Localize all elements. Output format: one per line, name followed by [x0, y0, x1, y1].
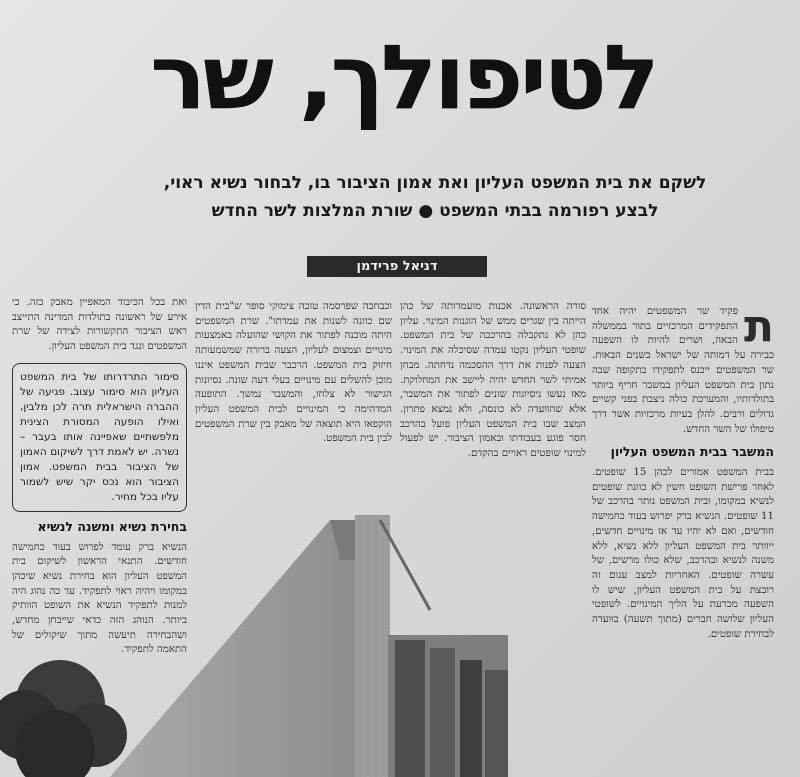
body-paragraph: בבית המשפט אמורים לכהן 15 שופטים. לאחר פרישת השופט חשין לא כוונת שופטים לנשיא במקומו, ובית המשפט נותר בהרכב של 11 שופטים. הנשיא ברק יפרוש בעוד כחמישה חודשים, ואם לא יהיו עד אז מינויים חדשים, ייוותר בית המשפט העליון ללא נשיא, ללא משנה לנשיא ובהרכב, שלא כולו מרשים, של עשרה שופטים. האחריות למצב עגום זה רובצת על בית המשפט העליון, שיש לו השפעה מכרעת על הליך המינויים. לשופטי העליון שלושה חברים (מתוך תשעה) בוועדה לבחירת שופטים.	[592, 467, 774, 640]
section-heading-supreme-court-crisis: המשבר בבית המשפט העליון	[610, 444, 774, 460]
intro-paragraph: פקיד שר המשפטים יהיה אחד התפקידים המרכזיים בתור בממשלה הבאה, ושרים להיות לו השפעה כבירה על דמותה של ישראל בשנים הבאות. שר המשפטים ייכנס לתפקידו בתקופה שבה נתון בית המשפט העליון במשבר חריף ביותר בתולדותיו, והמערכת כולה ניצבת בפני קשיים גדולים ורבים. להלן בעיות מרכזיות אשר דרך טיפולו של השר החדש.	[592, 306, 774, 435]
drop-cap: ת	[743, 305, 774, 352]
section-heading-president-election: בחירת נשיא ומשנה לנשיא	[37, 518, 187, 534]
body-paragraph: הנשיא ברק עומד לפרוש בעוד כחמישה חודשים. התנאי הראשון לשיקום בית המשפט העליון הוא בחירת נשיא שיכהן במקומו ויהיה ראוי לתפקיד. עד כה נהוג היה למנות לתפקיד הנשיא את השופט הוותיק ביותר. הנוהג הזה כדאי שייבחן מחדש, ושהבחירה תיעשה מתוך שיקולים של התאמה לתפקיד.	[12, 541, 187, 656]
supreme-court-building-photo	[0, 500, 560, 777]
body-paragraph: סורה הראשונה. אכנות מועמדותה של כהן הייתה בין שגרים ממש של הוגנות המינוי. עליון כהן לא נתקבלה בהרכבה של בית המשפט. שופטי העליון נקטו עמדה שסיכלה את המינוי. הצעה לפנות את דרך ההסכמה נדחתה. מבחן אמיתי לשר החדש יהיה ליישב את המחלוקת. מאז נעשו ניסיונות שונים לפתור את המשבר, אלא שהוועדה לא כונסה, ולא נמצא פתרון. המצב שבו בית המשפט העליון פועל בהרכב חסר פוגע בעבודתו ובאמון הציבור. יש לפעול למינוי שופטים ראויים בהקדם.	[400, 301, 586, 460]
article-column-1	[592, 305, 774, 725]
headline: לטיפולך, שר	[150, 26, 656, 131]
author-byline: דניאל פרידמן	[307, 256, 487, 277]
pull-quote-box: סימור התרדרותו של בית המשפט העליון הוא סימור עצוב. פגיעה של ההברה הישראלית תרה לכן מלבין, ואילו הופעה המסורת הצינית מלפשתיים שאפיינה אותו בעבר – נשרה. יש לאמת דרך לשיקום האמון של הציבור בבית המשפט. אמון הציבור הוא נכס יקר שיש לשמור עליו בכל מחיר.	[12, 363, 187, 512]
subheadline-line-1: לשקם את בית המשפט העליון ואת אמון הציבור בו, לבחור נשיא ראוי,	[163, 173, 707, 193]
subheadline-line-2: לבצע רפורמה בבתי המשפט ● שורת המלצות לשר החדש	[211, 201, 659, 221]
body-paragraph: וכבחבה שפרסמה טובה צימוקי סופר ש"בית הדין שם כוונה לשנות את עמדתו". שרת המשפטים היתה מוכנה לפתור את הקושי שהועלה באמצעות מינויים וצמצום לעליון, הצעה ברורה שמשמעותה חיזוק בית המשפט. הרכבר שבית המשפט איננו מוכן להשלים עם מינויים בעלי דעה שונה. נסיונות הגישור לא צלחו, והמשבר נמשך. התופעה המדהימה כי המינויים לבית המשפט העליון הוקפאו היא תוצאה של מאבק בין שרת המשפטים לבין בית המשפט.	[195, 301, 392, 445]
body-paragraph: ואת בכל הכיבוד המאפיין מאבק כזה. כי אירע של ראשונה בתולדות המדינה התייצב ראש הציבור התקשורות לצידה של שרת המשפטים ונגד בית המשפט העליון.	[12, 297, 187, 353]
